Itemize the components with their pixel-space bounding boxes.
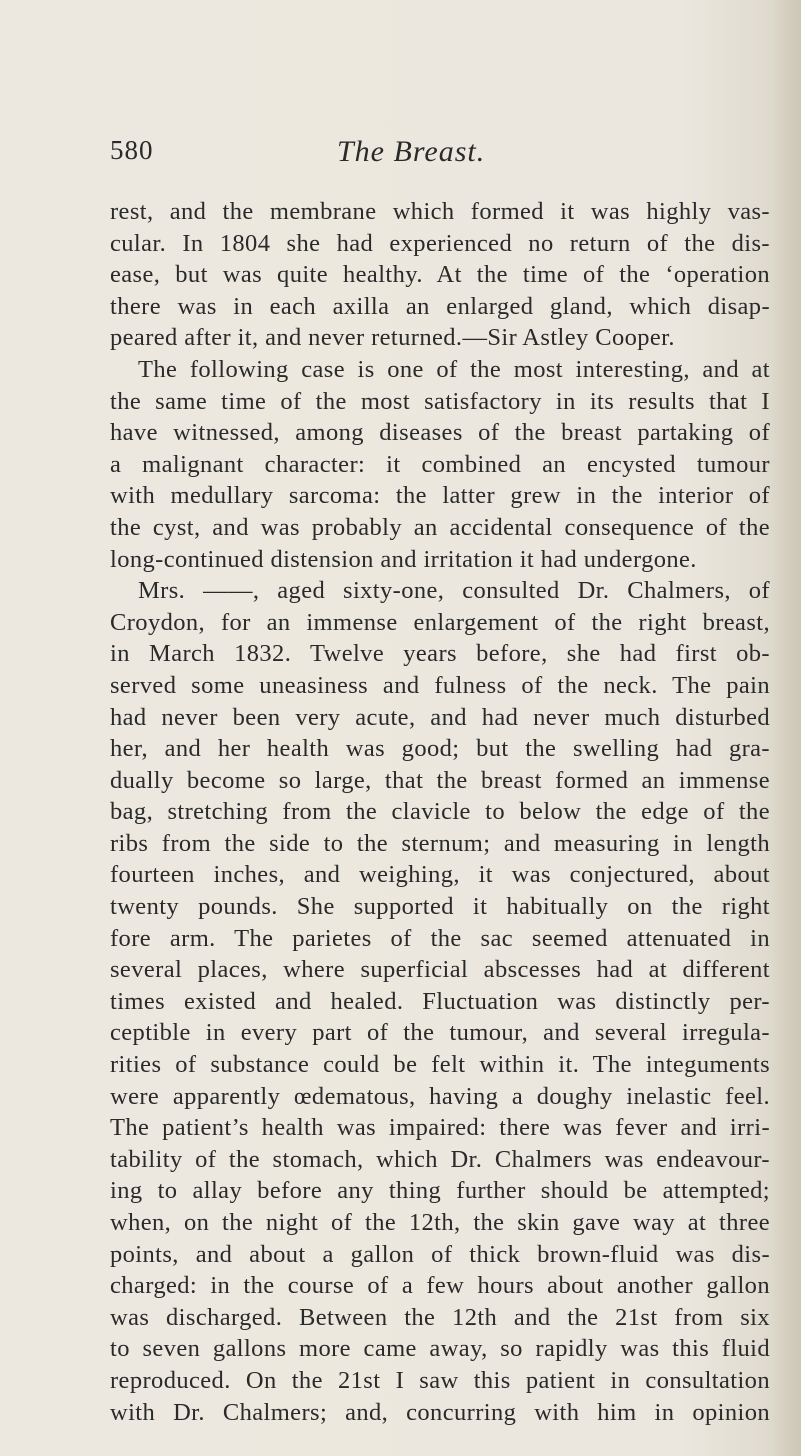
text-line: ceptible in every part of the tumour, and several irregula- bbox=[110, 1019, 770, 1047]
text-line: in March 1832. Twelve years before, she had first ob- bbox=[110, 640, 770, 668]
text-line: tability of the stomach, which Dr. Chalmers was endeavour- bbox=[110, 1145, 770, 1173]
text-line: have witnessed, among diseases of the breast partaking of bbox=[110, 419, 770, 447]
text-line: ing to allay before any thing further should be attempted; bbox=[110, 1177, 770, 1205]
text-line: rities of substance could be felt within it. The integuments bbox=[110, 1051, 770, 1079]
text-line: with medullary sarcoma: the latter grew in the interior of bbox=[110, 482, 770, 510]
text-line: had never been very acute, and had never much disturbed bbox=[110, 703, 770, 731]
text-line: the same time of the most satisfactory in its results that I bbox=[110, 387, 770, 415]
text-line: was discharged. Between the 12th and the 21st from six bbox=[110, 1303, 770, 1331]
text-line: cular. In 1804 she had experienced no return of the dis- bbox=[110, 229, 770, 257]
text-line: fore arm. The parietes of the sac seemed attenuated in bbox=[110, 924, 770, 952]
text-line: were apparently œdematous, having a doughy inelastic feel. bbox=[110, 1082, 770, 1110]
text-line: several places, where superficial abscesses had at different bbox=[110, 956, 770, 984]
text-line: fourteen inches, and weighing, it was conjectured, about bbox=[110, 861, 770, 889]
text-line: reproduced. On the 21st I saw this patient in consultation bbox=[110, 1366, 770, 1394]
text-line: times existed and healed. Fluctuation was distinctly per- bbox=[110, 987, 770, 1015]
text-line: Croydon, for an immense enlargement of the right breast, bbox=[110, 608, 770, 636]
text-line: Mrs. ——, aged sixty-one, consulted Dr. Chalmers, of bbox=[138, 577, 770, 605]
text-line: dually become so large, that the breast formed an immense bbox=[110, 766, 770, 794]
text-line: charged: in the course of a few hours about another gallon bbox=[110, 1272, 770, 1300]
text-line: served some uneasiness and fulness of the neck. The pain bbox=[110, 671, 770, 699]
text-line: bag, stretching from the clavicle to below the edge of the bbox=[110, 798, 770, 826]
text-line: a malignant character: it combined an encysted tumour bbox=[110, 450, 770, 478]
text-line: when, on the night of the 12th, the skin gave way at three bbox=[110, 1209, 770, 1236]
text-line: the cyst, and was probably an accidental consequence of the bbox=[110, 513, 770, 541]
page-number: 580 bbox=[110, 135, 154, 165]
text-line: twenty pounds. She supported it habitually on the right bbox=[110, 893, 770, 921]
text-line: The following case is one of the most interesting, and at bbox=[138, 355, 770, 383]
text-line: rest, and the membrane which formed it was highly vas- bbox=[110, 198, 770, 225]
text-line: to seven gallons more came away, so rapidly was this fluid bbox=[110, 1335, 770, 1363]
text-line: there was in each axilla an enlarged gland, which disap- bbox=[110, 292, 770, 320]
text-line: ease, but was quite healthy. At the time of the ‘operation bbox=[110, 261, 770, 289]
page-header bbox=[110, 135, 710, 175]
text-line: peared after it, and never returned.—Sir Astley Cooper. bbox=[110, 324, 675, 352]
running-head: The Breast. bbox=[337, 135, 486, 168]
text-line: long-continued distension and irritation it had undergone. bbox=[110, 545, 697, 573]
page-edge-shadow bbox=[771, 0, 801, 1456]
text-line: The patient’s health was impaired: there was fever and irri- bbox=[110, 1114, 770, 1142]
body-text bbox=[110, 196, 770, 1428]
text-line: her, and her health was good; but the swelling had gra- bbox=[110, 735, 770, 763]
text-line: ribs from the side to the sternum; and measuring in length bbox=[110, 829, 770, 857]
text-line: with Dr. Chalmers; and, concurring with him in opinion bbox=[110, 1398, 770, 1426]
text-line: points, and about a gallon of thick brown-fluid was dis- bbox=[110, 1240, 770, 1268]
